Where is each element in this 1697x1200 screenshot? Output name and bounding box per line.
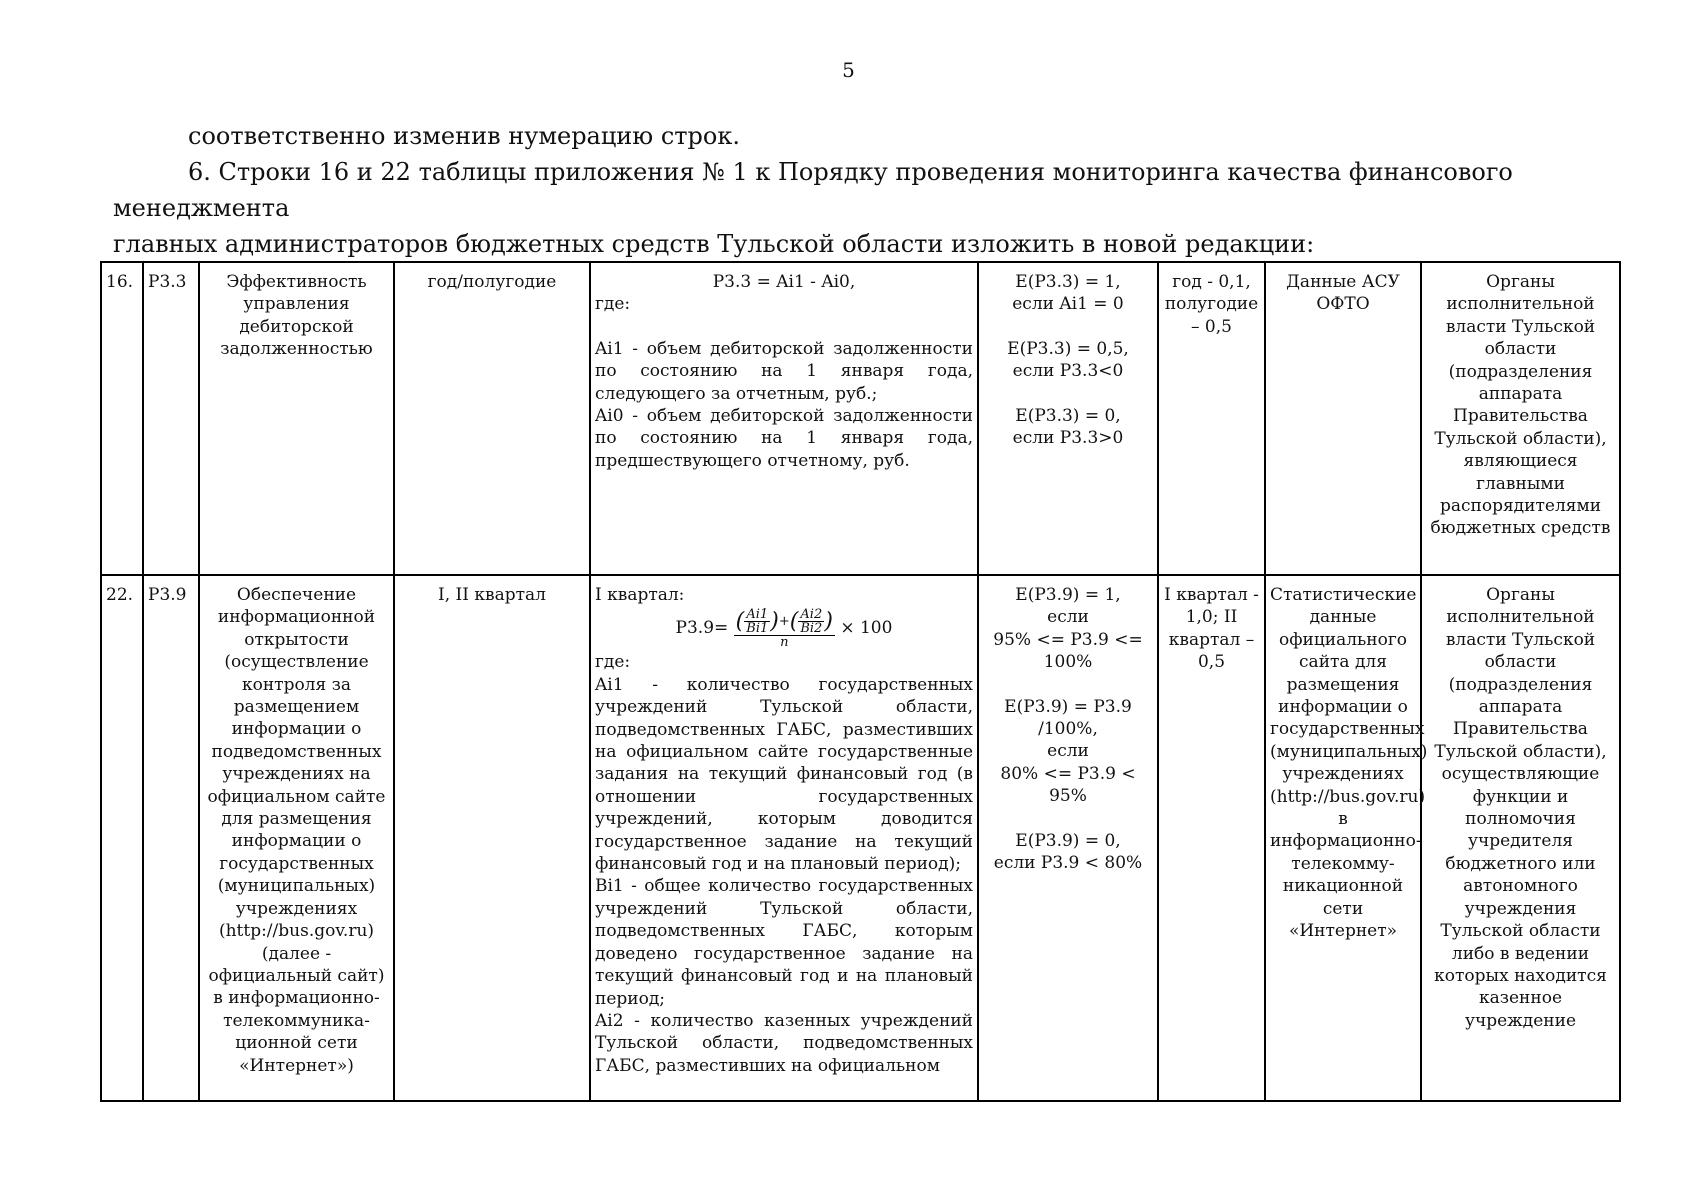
intro-line-1: соответственно изменив нумерацию строк. — [188, 122, 740, 150]
formula-expression — [595, 608, 973, 649]
indicator-weight: I квартал - 1,0; II квартал – 0,5 — [1158, 575, 1265, 1101]
eval-2: E(P3.9) = P3.9 /100%, — [1004, 696, 1132, 740]
table-row-16 — [101, 262, 1620, 575]
frac2-den: Bi2 — [800, 621, 823, 637]
eval-3-cond: если P3.3>0 — [1012, 428, 1124, 449]
indicator-name: Обеспечение информационной открытости (осуществление контроля за размещением информации о подведомственных учреждениях на официальном сайте для размещения информации о государственных (муниципальных) учреждениях (http://bus.gov.ru) (далее - официальный сайт) в информационно-телекоммуника-ционной сети «Интернет») — [199, 575, 394, 1101]
eval-3: E(P3.3) = 0, — [1015, 405, 1121, 426]
indicator-formula — [590, 575, 978, 1101]
indicator-evaluation — [978, 262, 1158, 575]
criteria-table — [100, 261, 1621, 1102]
row-number: 16. — [101, 262, 143, 575]
formula-fraction — [734, 608, 835, 649]
indicator-period: I, II квартал — [394, 575, 590, 1101]
eval-1: E(P3.3) = 1, — [1015, 272, 1121, 292]
formula-multiplier: × 100 — [840, 618, 893, 639]
formula-denominator: n — [780, 635, 789, 651]
formula-a1: Ai1 - объем дебиторской задолженности по состоянию на 1 января года, следующего за отчетным, руб.; — [595, 338, 973, 404]
eval-3: E(P3.9) = 0, — [1015, 830, 1121, 851]
eval-3-cond: если P3.9 < 80% — [993, 853, 1143, 874]
eval-2-range: 80% <= P3.9 < 95% — [1000, 763, 1136, 807]
formula-quarter: I квартал: — [595, 585, 685, 605]
indicator-source: Данные АСУ ОФТО — [1265, 262, 1421, 575]
formula-where: где: — [595, 294, 631, 315]
formula-a1: Ai1 - количество государственных учреждений Тульской области, подведомственных ГАБС, разместивших на официальном сайте государственные задания на текущий финансовый год (в отношении государственных учреждений, которым доводится государственное задание на текущий финансовый год и на плановый период); — [595, 674, 973, 875]
indicator-code: P3.3 — [143, 262, 199, 575]
eval-2: E(P3.3) = 0,5, — [1007, 338, 1129, 359]
formula-a0: Ai0 - объем дебиторской задолженности по состоянию на 1 января года, предшествующего отчетному, руб. — [595, 406, 973, 471]
indicator-responsible: Органы исполнительной власти Тульской области (подразделения аппарата Правительства Тульской области), являющиеся главными распорядителями бюджетных средств — [1421, 262, 1620, 575]
formula-numerator: ( $\frac{Ai1}{Bi1}$ )+( $\frac{Ai2}{Bi2}$ ) — [735, 607, 833, 637]
frac2-num: Ai2 — [798, 608, 824, 622]
frac1-den: Bi1 — [746, 621, 769, 637]
formula-main: P3.3 = Ai1 - Ai0, — [712, 272, 856, 292]
indicator-formula — [590, 262, 978, 575]
eval-1-cond: если Ai1 = 0 — [1012, 294, 1124, 315]
intro-line-3: главных администраторов бюджетных средств Тульской области изложить в новой редакции: — [113, 230, 1315, 258]
eval-2-cond: если — [1047, 741, 1089, 762]
eval-1-limit: 100% — [1043, 652, 1093, 673]
indicator-weight: год - 0,1, полугодие – 0,5 — [1158, 262, 1265, 575]
indicator-name: Эффективность управления дебиторской задолженностью — [199, 262, 394, 575]
intro-line-2: 6. Строки 16 и 22 таблицы приложения № 1 к Порядку проведения мониторинга качества финансового менеджмента — [113, 158, 1513, 222]
indicator-source: Статистические данные официального сайта для размещения информации о государственных (муниципальных) учреждениях (http://bus.gov.ru) в информационно-телекомму-никационной сети «Интернет» — [1265, 575, 1421, 1101]
eval-1-range: 95% <= P3.9 <= — [993, 629, 1143, 650]
eval-2-cond: если P3.3<0 — [1012, 361, 1124, 382]
eval-1: E(P3.9) = 1, — [1015, 585, 1121, 605]
indicator-code: P3.9 — [143, 575, 199, 1101]
formula-b1: Bi1 - общее количество государственных учреждений Тульской области, подведомственных ГАБС, которым доведено государственное задание на текущий финансовый год и на плановый период; — [595, 876, 973, 1009]
page-number: 5 — [842, 58, 855, 82]
table-row-22 — [101, 575, 1620, 1101]
indicator-evaluation — [978, 575, 1158, 1101]
formula-a2: Ai2 - количество казенных учреждений Тульской области, подведомственных ГАБС, разместивших на официальном — [595, 1010, 973, 1076]
frac1-num: Ai1 — [744, 608, 770, 622]
indicator-period: год/полугодие — [394, 262, 590, 575]
intro-text — [113, 118, 1595, 262]
formula-lhs: P3.9= — [675, 618, 729, 639]
indicator-responsible: Органы исполнительной власти Тульской области (подразделения аппарата Правительства Тульской области), осуществляющие функции и полномочия учредителя бюджетного или автономного учреждения Тульской области либо в ведении которых находится казенное учреждение — [1421, 575, 1620, 1101]
formula-where: где: — [595, 652, 631, 673]
row-number: 22. — [101, 575, 143, 1101]
eval-1-cond: если — [1047, 607, 1089, 628]
